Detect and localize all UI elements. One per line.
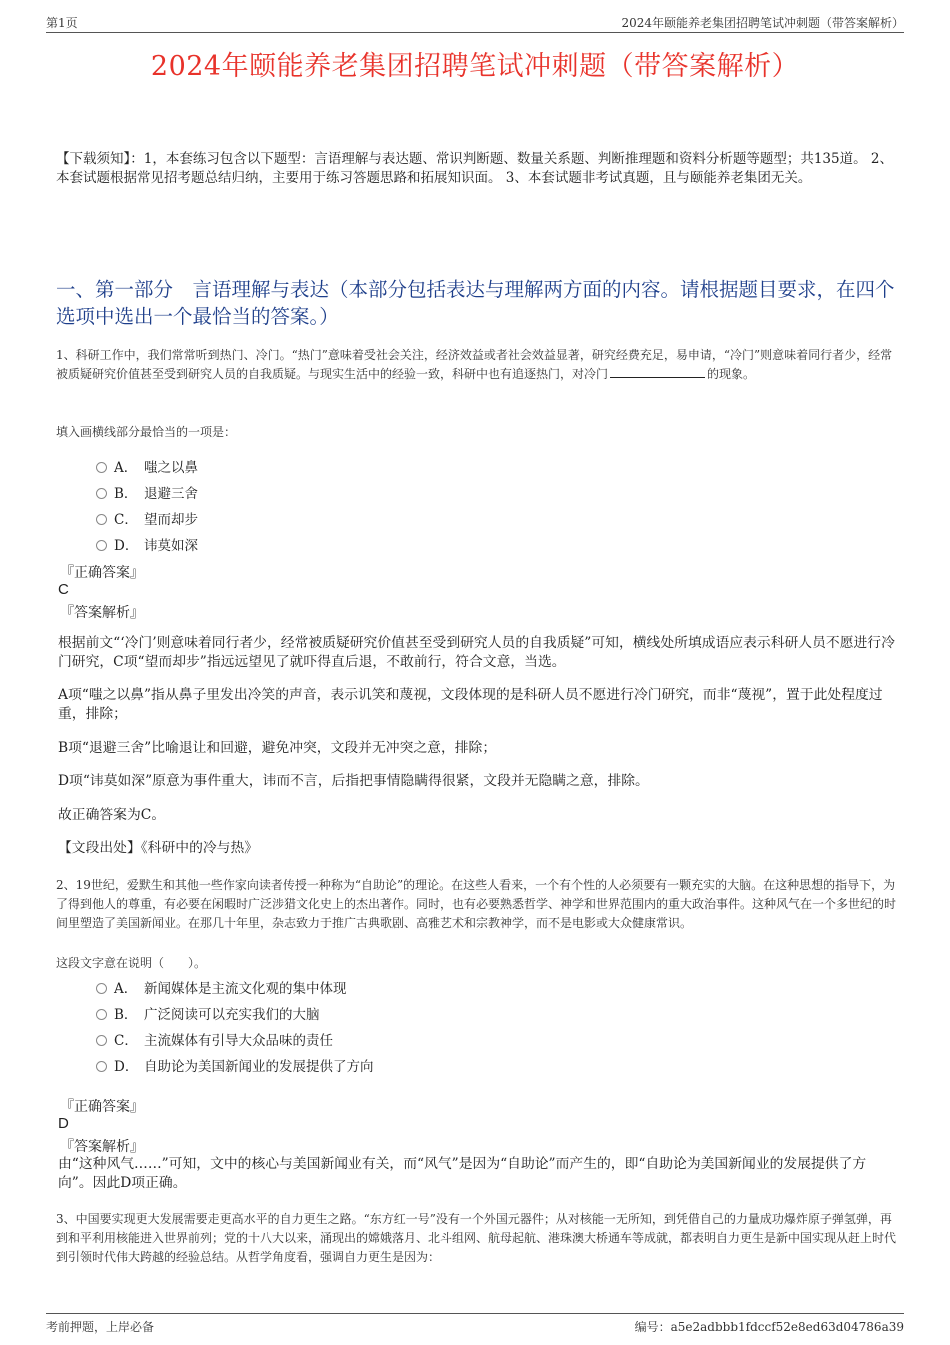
radio-button[interactable]	[96, 1035, 107, 1046]
question-2-option-a[interactable]: A． 新闻媒体是主流文化观的集中体现	[96, 977, 347, 997]
question-2-analysis: 由“这种风气……”可知，文中的核心与美国新闻业有关，而“风气”是因为“自助论”而产生的，即“自助论为美国新闻业的发展提供了方向”。因此D项正确。	[58, 1156, 867, 1191]
question-1-answer: C	[58, 581, 69, 598]
question-1-text-after: 的现象。	[707, 367, 756, 381]
question-2-prompt: 这段文字意在说明（ ）。	[56, 956, 207, 970]
question-2-option-b[interactable]: B． 广泛阅读可以充实我们的大脑	[96, 1003, 320, 1023]
question-1-analysis-conclusion: 故正确答案为C。	[58, 807, 166, 823]
question-2-option-c[interactable]: C． 主流媒体有引导大众品味的责任	[96, 1029, 333, 1049]
document-title: 2024年颐能养老集团招聘笔试冲刺题（带答案解析）	[150, 51, 800, 82]
download-notice: 【下载须知】：1，本套练习包含以下题型：言语理解与表达题、常识判断题、数量关系题、判断推理题和资料分析题等题型；共135道。 2、本套试题根据常见招考题总结归纳，主要用于练习答题思路和拓展知识面。 3、本套试题非考试真题，且与颐能养老集团无关。	[56, 151, 893, 186]
question-2-answer: D	[58, 1115, 69, 1132]
question-1-prompt: 填入画横线部分最恰当的一项是：	[56, 425, 237, 439]
question-1-analysis-para: A项“嗤之以鼻”指从鼻子里发出冷笑的声音，表示讥笑和蔑视，文段体现的是科研人员不愿进行冷门研究，而非“蔑视”，置于此处程度过重，排除；	[58, 687, 883, 722]
page-header	[46, 12, 904, 33]
question-2-answer-label: 『正确答案』	[60, 1099, 144, 1115]
question-2-option-d[interactable]: D． 自助论为美国新闻业的发展提供了方向	[96, 1055, 374, 1075]
header-doc-title: 2024年颐能养老集团招聘笔试冲刺题（带答案解析）	[621, 16, 904, 30]
section-title: 一、第一部分 言语理解与表达（本部分包括表达与理解两方面的内容。请根据题目要求，在四个选项中选出一个最恰当的答案。）	[56, 278, 895, 328]
fill-blank	[610, 365, 705, 378]
question-1-option-c[interactable]: C． 望而却步	[96, 508, 198, 528]
question-1-analysis-label: 『答案解析』	[60, 605, 144, 621]
question-1-text-before: 1、科研工作中，我们常常听到热门、冷门。“热门”意味着受社会关注，经济效益或者社会效益显著，研究经费充足，易申请，“冷门”则意味着同行者少，经常被质疑研究价值甚至受到研究人员的自我质疑。与现实生活中的经验一致，科研中也有追逐热门，对冷门	[56, 348, 893, 381]
radio-button[interactable]	[96, 462, 107, 473]
question-1-analysis-para: 根据前文“‘冷门’则意味着同行者少，经常被质疑研究价值甚至受到研究人员的自我质疑”可知，横线处所填成语应表示科研人员不愿进行冷门研究，C项“望而却步”指远远望见了就吓得直后退，不敢前行，符合文意，当选。	[58, 635, 895, 670]
question-1-answer-label: 『正确答案』	[60, 565, 144, 581]
question-1-option-a[interactable]: A． 嗤之以鼻	[96, 456, 198, 476]
question-1-option-d[interactable]: D． 讳莫如深	[96, 534, 198, 554]
question-3-text: 3、中国要实现更大发展需要走更高水平的自力更生之路。“东方红一号”没有一个外国元器件；从对核能一无所知，到凭借自己的力量成功爆炸原子弹氢弹，再到和平利用核能进入世界前列；党的十八大以来，涌现出的嫦娥落月、北斗组网、航母起航、港珠澳大桥通车等成就，都表明自力更生是新中国实现从赶上时代到引领时代伟大跨越的经验总结。从哲学角度看，强调自力更生是因为：	[56, 1212, 897, 1264]
page-number: 第1页	[46, 16, 78, 30]
radio-button[interactable]	[96, 983, 107, 994]
radio-button[interactable]	[96, 514, 107, 525]
footer-slogan: 考前押题，上岸必备	[46, 1320, 155, 1334]
question-2-text: 2、19世纪，爱默生和其他一些作家向读者传授一种称为“自助论”的理论。在这些人看来，一个有个性的人必须要有一颗充实的大脑。在这种思想的指导下，为了得到他人的尊重，有必要在闲暇时广泛涉猎文化史上的杰出著作。同时，也有必要熟悉哲学、神学和世界范围内的重大政治事件。这种风气在一个多世纪的时间里塑造了美国新闻业。在那几十年里，杂志致力于推广古典歌剧、高雅艺术和宗教神学，而不是电影或大众健康常识。	[56, 878, 897, 930]
question-1-source: 【文段出处】《科研中的冷与热》	[58, 840, 259, 856]
radio-button[interactable]	[96, 1061, 107, 1072]
radio-button[interactable]	[96, 1009, 107, 1020]
question-2-analysis-label: 『答案解析』	[60, 1139, 144, 1155]
page-footer	[46, 1313, 904, 1338]
document-code: 编号：a5e2adbbb1fdccf52e8ed63d04786a39	[634, 1320, 904, 1334]
question-1-analysis-para: B项“退避三舍”比喻退让和回避，避免冲突，文段并无冲突之意，排除；	[58, 740, 497, 756]
question-1-analysis-para: D项“讳莫如深”原意为事件重大，讳而不言，后指把事情隐瞒得很紧，文段并无隐瞒之意，排除。	[58, 773, 649, 789]
radio-button[interactable]	[96, 488, 107, 499]
radio-button[interactable]	[96, 540, 107, 551]
question-1-option-b[interactable]: B． 退避三舍	[96, 482, 198, 502]
question-1-text	[56, 346, 896, 384]
